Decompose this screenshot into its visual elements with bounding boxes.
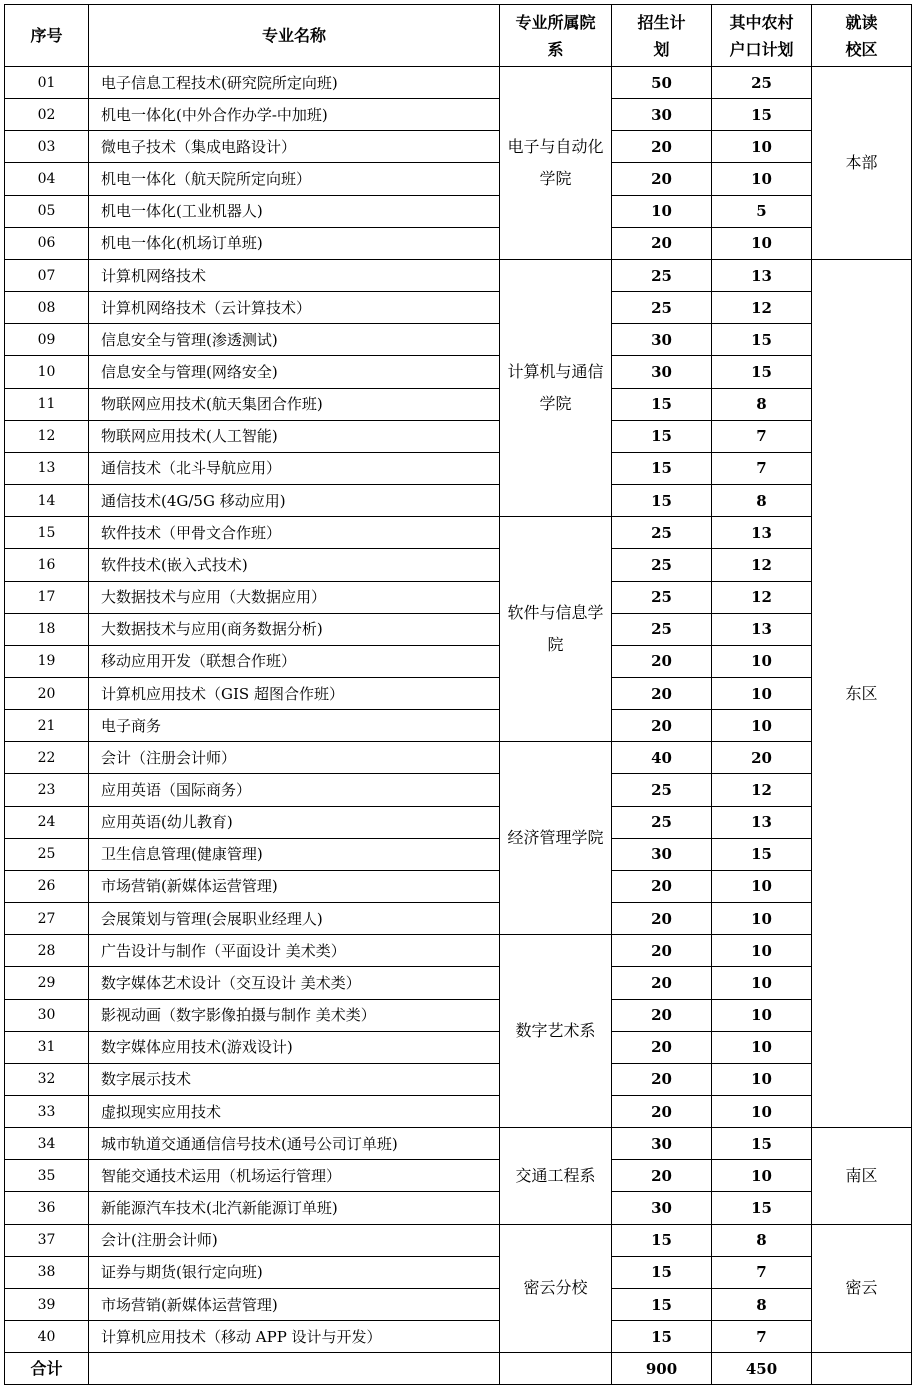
enroll-plan: 15	[612, 388, 712, 420]
rural-plan: 15	[712, 1128, 812, 1160]
table-row	[5, 999, 912, 1031]
major-name: 市场营销(新媒体运营管理)	[89, 870, 500, 902]
rural-plan: 12	[712, 292, 812, 324]
row-index: 38	[5, 1256, 89, 1288]
rural-plan: 13	[712, 259, 812, 291]
row-index: 28	[5, 935, 89, 967]
rural-plan: 13	[712, 806, 812, 838]
header-campus: 就读校区	[812, 5, 912, 67]
major-name: 智能交通技术运用（机场运行管理）	[89, 1160, 500, 1192]
row-index: 09	[5, 324, 89, 356]
table-row	[5, 1224, 912, 1256]
major-name: 计算机网络技术（云计算技术）	[89, 292, 500, 324]
major-name: 信息安全与管理(网络安全)	[89, 356, 500, 388]
row-index: 10	[5, 356, 89, 388]
row-index: 20	[5, 677, 89, 709]
rural-plan: 10	[712, 163, 812, 195]
enroll-plan: 40	[612, 742, 712, 774]
department-cell: 交通工程系	[500, 1128, 612, 1224]
major-name: 信息安全与管理(渗透测试)	[89, 324, 500, 356]
enroll-plan: 30	[612, 356, 712, 388]
table-row	[5, 517, 912, 549]
total-campus-empty	[812, 1353, 912, 1385]
major-name: 机电一体化(工业机器人)	[89, 195, 500, 227]
row-index: 21	[5, 710, 89, 742]
rural-plan: 10	[712, 645, 812, 677]
major-name: 应用英语(幼儿教育)	[89, 806, 500, 838]
table-row	[5, 1321, 912, 1353]
table-row	[5, 549, 912, 581]
major-name: 大数据技术与应用(商务数据分析)	[89, 613, 500, 645]
table-body	[5, 67, 912, 1353]
rural-plan: 10	[712, 227, 812, 259]
row-index: 35	[5, 1160, 89, 1192]
table-row	[5, 806, 912, 838]
enroll-plan: 20	[612, 677, 712, 709]
table-row	[5, 870, 912, 902]
row-index: 26	[5, 870, 89, 902]
enroll-plan: 10	[612, 195, 712, 227]
total-name-empty	[89, 1353, 500, 1385]
table-row	[5, 485, 912, 517]
rural-plan: 10	[712, 967, 812, 999]
enroll-plan: 20	[612, 935, 712, 967]
rural-plan: 10	[712, 870, 812, 902]
major-name: 数字展示技术	[89, 1063, 500, 1095]
rural-plan: 7	[712, 452, 812, 484]
department-cell: 软件与信息学院	[500, 517, 612, 742]
header-name: 专业名称	[89, 5, 500, 67]
row-index: 15	[5, 517, 89, 549]
table-row	[5, 259, 912, 291]
row-index: 31	[5, 1031, 89, 1063]
enroll-plan: 20	[612, 131, 712, 163]
table-row	[5, 452, 912, 484]
campus-cell: 密云	[812, 1224, 912, 1353]
table-row	[5, 581, 912, 613]
major-name: 广告设计与制作（平面设计 美术类）	[89, 935, 500, 967]
department-cell: 计算机与通信学院	[500, 259, 612, 516]
rural-plan: 8	[712, 388, 812, 420]
row-index: 11	[5, 388, 89, 420]
enroll-plan: 15	[612, 1321, 712, 1353]
row-index: 04	[5, 163, 89, 195]
enroll-plan: 30	[612, 838, 712, 870]
major-name: 虚拟现实应用技术	[89, 1096, 500, 1128]
rural-plan: 25	[712, 67, 812, 99]
enroll-plan: 25	[612, 292, 712, 324]
table-row	[5, 742, 912, 774]
table-row	[5, 324, 912, 356]
table-row	[5, 356, 912, 388]
major-name: 卫生信息管理(健康管理)	[89, 838, 500, 870]
rural-plan: 12	[712, 581, 812, 613]
campus-cell: 东区	[812, 259, 912, 1127]
major-name: 机电一体化(机场订单班)	[89, 227, 500, 259]
rural-plan: 10	[712, 935, 812, 967]
row-index: 01	[5, 67, 89, 99]
major-name: 电子商务	[89, 710, 500, 742]
row-index: 08	[5, 292, 89, 324]
enroll-plan: 30	[612, 99, 712, 131]
rural-plan: 15	[712, 1192, 812, 1224]
rural-plan: 10	[712, 1160, 812, 1192]
header-dept: 专业所属院系	[500, 5, 612, 67]
major-name: 机电一体化(中外合作办学-中加班)	[89, 99, 500, 131]
table-row	[5, 67, 912, 99]
enroll-plan: 15	[612, 1224, 712, 1256]
rural-plan: 10	[712, 677, 812, 709]
enroll-plan: 50	[612, 67, 712, 99]
row-index: 27	[5, 903, 89, 935]
header-plan: 招生计划	[612, 5, 712, 67]
major-name: 通信技术(4G/5G 移动应用)	[89, 485, 500, 517]
row-index: 34	[5, 1128, 89, 1160]
rural-plan: 10	[712, 1031, 812, 1063]
rural-plan: 12	[712, 549, 812, 581]
total-dept-empty	[500, 1353, 612, 1385]
major-name: 会计（注册会计师）	[89, 742, 500, 774]
rural-plan: 7	[712, 1256, 812, 1288]
table-row	[5, 99, 912, 131]
major-name: 新能源汽车技术(北汽新能源订单班)	[89, 1192, 500, 1224]
table-row	[5, 1160, 912, 1192]
enroll-plan: 20	[612, 870, 712, 902]
table-row	[5, 131, 912, 163]
table-row	[5, 388, 912, 420]
row-index: 39	[5, 1288, 89, 1320]
row-index: 05	[5, 195, 89, 227]
row-index: 02	[5, 99, 89, 131]
enroll-plan: 25	[612, 806, 712, 838]
table-row	[5, 967, 912, 999]
enroll-plan: 15	[612, 1256, 712, 1288]
table-row	[5, 710, 912, 742]
rural-plan: 8	[712, 1288, 812, 1320]
major-name: 移动应用开发（联想合作班）	[89, 645, 500, 677]
table-row	[5, 613, 912, 645]
row-index: 22	[5, 742, 89, 774]
enroll-plan: 15	[612, 1288, 712, 1320]
major-name: 微电子技术（集成电路设计）	[89, 131, 500, 163]
table-row	[5, 935, 912, 967]
row-index: 18	[5, 613, 89, 645]
enroll-plan: 20	[612, 645, 712, 677]
row-index: 16	[5, 549, 89, 581]
enroll-plan: 20	[612, 1160, 712, 1192]
department-cell: 密云分校	[500, 1224, 612, 1353]
rural-plan: 7	[712, 420, 812, 452]
enroll-plan: 25	[612, 774, 712, 806]
rural-plan: 15	[712, 324, 812, 356]
table-row	[5, 1256, 912, 1288]
row-index: 12	[5, 420, 89, 452]
row-index: 17	[5, 581, 89, 613]
major-name: 数字媒体应用技术(游戏设计)	[89, 1031, 500, 1063]
major-name: 数字媒体艺术设计（交互设计 美术类）	[89, 967, 500, 999]
enroll-plan: 15	[612, 452, 712, 484]
major-name: 城市轨道交通通信信号技术(通号公司订单班)	[89, 1128, 500, 1160]
major-name: 会计(注册会计师)	[89, 1224, 500, 1256]
major-name: 通信技术（北斗导航应用）	[89, 452, 500, 484]
row-index: 06	[5, 227, 89, 259]
rural-plan: 5	[712, 195, 812, 227]
enroll-plan: 15	[612, 485, 712, 517]
department-cell: 经济管理学院	[500, 742, 612, 935]
rural-plan: 8	[712, 1224, 812, 1256]
enrollment-plan-table	[4, 4, 912, 1385]
enroll-plan: 30	[612, 1128, 712, 1160]
major-name: 市场营销(新媒体运营管理)	[89, 1288, 500, 1320]
department-cell: 电子与自动化学院	[500, 67, 612, 260]
row-index: 36	[5, 1192, 89, 1224]
table-row	[5, 1031, 912, 1063]
rural-plan: 15	[712, 356, 812, 388]
enroll-plan: 25	[612, 549, 712, 581]
rural-plan: 10	[712, 1096, 812, 1128]
rural-plan: 13	[712, 517, 812, 549]
enroll-plan: 30	[612, 324, 712, 356]
enroll-plan: 25	[612, 259, 712, 291]
major-name: 影视动画（数字影像拍摄与制作 美术类）	[89, 999, 500, 1031]
row-index: 19	[5, 645, 89, 677]
enroll-plan: 30	[612, 1192, 712, 1224]
row-index: 03	[5, 131, 89, 163]
major-name: 机电一体化（航天院所定向班）	[89, 163, 500, 195]
major-name: 电子信息工程技术(研究院所定向班)	[89, 67, 500, 99]
total-plan: 900	[612, 1353, 712, 1385]
major-name: 应用英语（国际商务）	[89, 774, 500, 806]
row-index: 30	[5, 999, 89, 1031]
table-row	[5, 1063, 912, 1095]
header-rural: 其中农村户口计划	[712, 5, 812, 67]
row-index: 07	[5, 259, 89, 291]
table-row	[5, 227, 912, 259]
rural-plan: 8	[712, 485, 812, 517]
table-row	[5, 292, 912, 324]
enroll-plan: 25	[612, 517, 712, 549]
table-row	[5, 774, 912, 806]
table-row	[5, 195, 912, 227]
enroll-plan: 20	[612, 1096, 712, 1128]
major-name: 大数据技术与应用（大数据应用）	[89, 581, 500, 613]
table-row	[5, 903, 912, 935]
major-name: 物联网应用技术(航天集团合作班)	[89, 388, 500, 420]
enroll-plan: 20	[612, 1063, 712, 1095]
rural-plan: 15	[712, 99, 812, 131]
row-index: 25	[5, 838, 89, 870]
major-name: 物联网应用技术(人工智能)	[89, 420, 500, 452]
table-row	[5, 1096, 912, 1128]
major-name: 软件技术(嵌入式技术)	[89, 549, 500, 581]
department-cell: 数字艺术系	[500, 935, 612, 1128]
table-row	[5, 1192, 912, 1224]
total-rural: 450	[712, 1353, 812, 1385]
table-row	[5, 677, 912, 709]
enroll-plan: 25	[612, 613, 712, 645]
row-index: 40	[5, 1321, 89, 1353]
rural-plan: 13	[712, 613, 812, 645]
enroll-plan: 20	[612, 903, 712, 935]
major-name: 计算机应用技术（移动 APP 设计与开发）	[89, 1321, 500, 1353]
enroll-plan: 20	[612, 227, 712, 259]
major-name: 软件技术（甲骨文合作班）	[89, 517, 500, 549]
table-row	[5, 420, 912, 452]
major-name: 计算机网络技术	[89, 259, 500, 291]
table-row	[5, 838, 912, 870]
rural-plan: 10	[712, 710, 812, 742]
enroll-plan: 20	[612, 163, 712, 195]
rural-plan: 10	[712, 1063, 812, 1095]
row-index: 33	[5, 1096, 89, 1128]
row-index: 23	[5, 774, 89, 806]
major-name: 会展策划与管理(会展职业经理人)	[89, 903, 500, 935]
row-index: 32	[5, 1063, 89, 1095]
table-row	[5, 163, 912, 195]
rural-plan: 15	[712, 838, 812, 870]
row-index: 13	[5, 452, 89, 484]
enroll-plan: 25	[612, 581, 712, 613]
row-index: 29	[5, 967, 89, 999]
row-index: 37	[5, 1224, 89, 1256]
enroll-plan: 20	[612, 710, 712, 742]
rural-plan: 20	[712, 742, 812, 774]
rural-plan: 10	[712, 903, 812, 935]
total-row	[5, 1353, 912, 1385]
row-index: 14	[5, 485, 89, 517]
table-row	[5, 645, 912, 677]
enroll-plan: 20	[612, 1031, 712, 1063]
campus-cell: 本部	[812, 67, 912, 260]
total-label: 合计	[5, 1353, 89, 1385]
rural-plan: 12	[712, 774, 812, 806]
table-row	[5, 1128, 912, 1160]
table-row	[5, 1288, 912, 1320]
header-row	[5, 5, 912, 67]
enroll-plan: 15	[612, 420, 712, 452]
row-index: 24	[5, 806, 89, 838]
major-name: 证券与期货(银行定向班)	[89, 1256, 500, 1288]
enroll-plan: 20	[612, 999, 712, 1031]
campus-cell: 南区	[812, 1128, 912, 1224]
enroll-plan: 20	[612, 967, 712, 999]
rural-plan: 7	[712, 1321, 812, 1353]
rural-plan: 10	[712, 999, 812, 1031]
rural-plan: 10	[712, 131, 812, 163]
major-name: 计算机应用技术（GIS 超图合作班）	[89, 677, 500, 709]
header-idx: 序号	[5, 5, 89, 67]
